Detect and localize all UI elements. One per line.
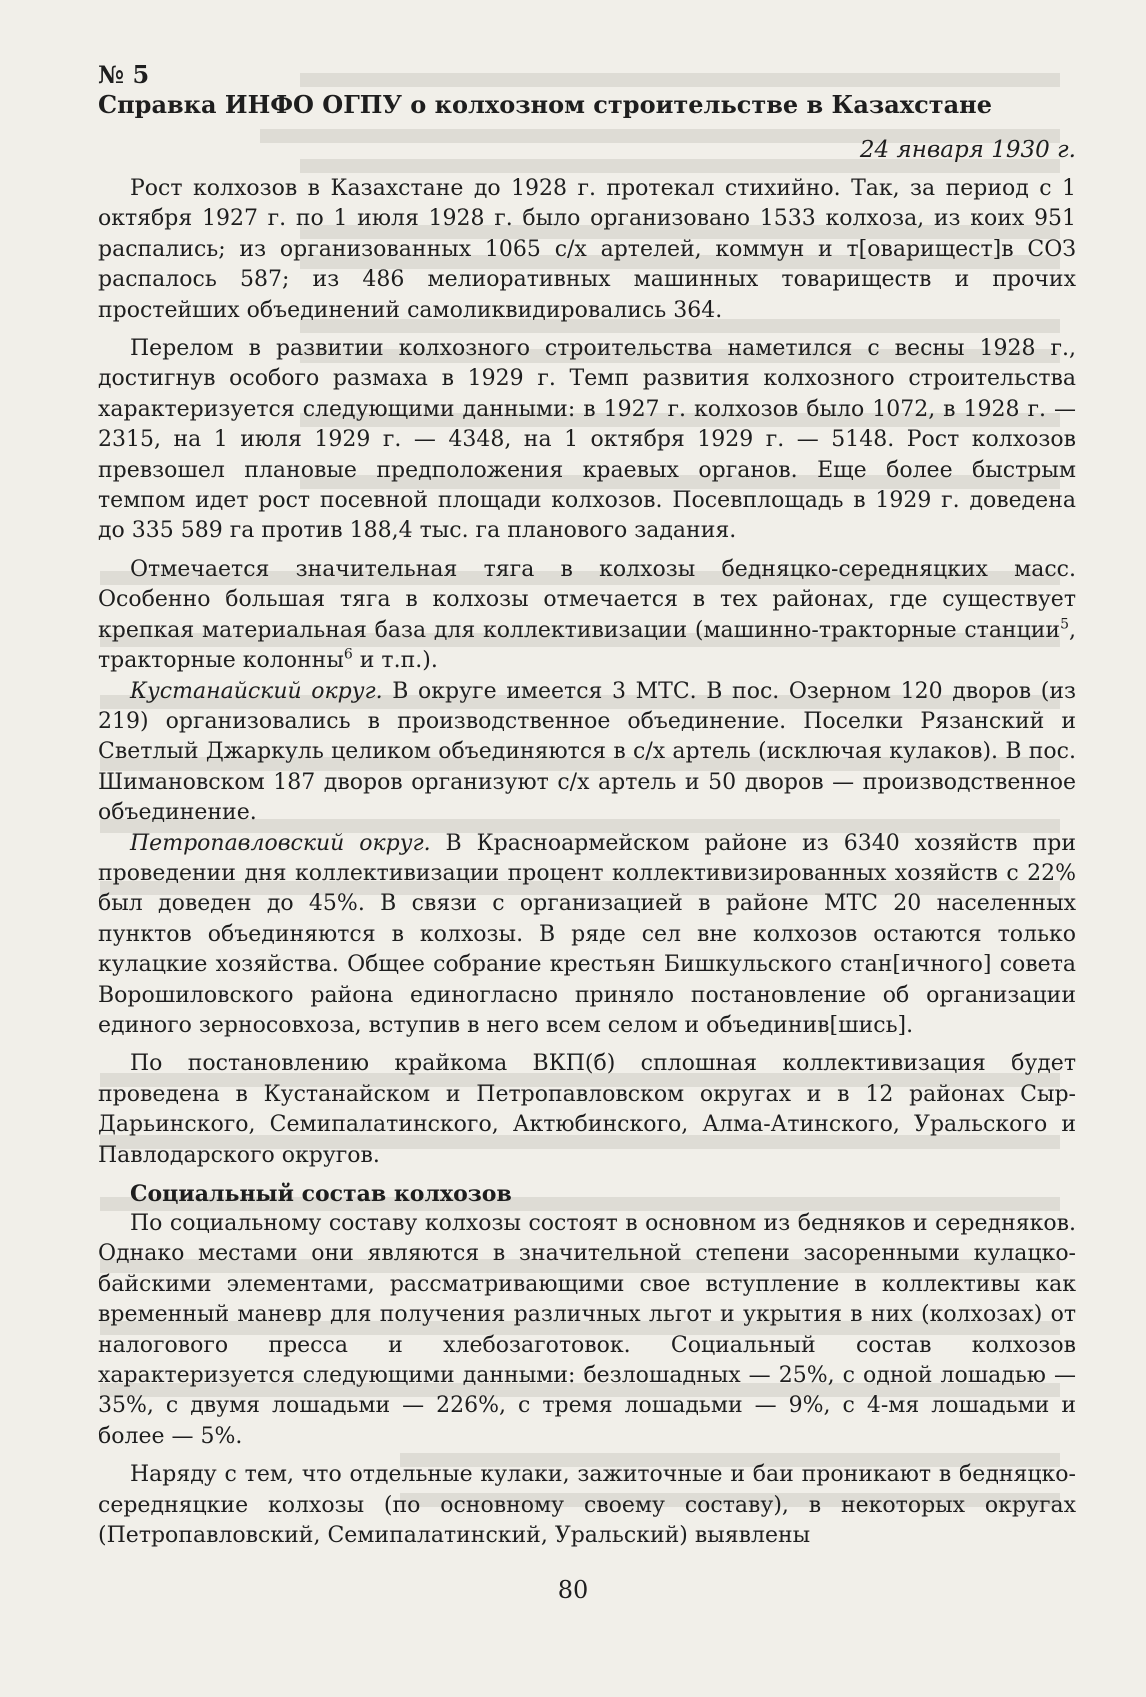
footnote-ref-6[interactable]: 6	[343, 646, 353, 663]
paragraph-social-composition: По социальному составу колхозы состоят в основном из бедняков и середняков. Однако местами они являются в значительной степени засоренными кулацко-байскими элементами, рассматривающими свое вступление в коллективы как временный маневр для получения различных льгот и укрытия в них (колхозах) от налогового пресса и хлебозаготовок. Социальный состав колхозов характеризуется следующими данными: безлошадных — 25%, с одной лошадью — 35%, с двумя лошадьми — 226%, с тремя лошадьми — 9%, с 4-мя лошадьми и более — 5%.	[98, 1211, 1076, 1449]
paragraph-kulaks: Наряду с тем, что отдельные кулаки, зажиточные и баи проникают в бедняцко-середняцкие колхозы (по основному своему составу), в некоторых округах (Петропавловский, Семипалатинский, Уральский) выявлены	[98, 1462, 1076, 1549]
footnote-ref-5[interactable]: 5	[1060, 616, 1069, 633]
section-title: Социальный состав колхозов	[130, 1181, 512, 1207]
district-name: Кустанайский округ.	[130, 678, 383, 704]
paragraph-text: В округе имеется 3 МТС. В пос. Озерном 120 дворов (из 219) организовались в производственное объединение. Поселки Рязанский и Светлый Джаркуль целиком объединяются в с/х артель (исключая кулаков). В пос. Шимановском 187 дворов организуют с/х артель и 50 дворов — производственное объединение.	[98, 678, 1077, 826]
paragraph-kustanai	[98, 677, 1076, 829]
document-number: № 5	[98, 60, 150, 89]
paragraph-growth: Рост колхозов в Казахстане до 1928 г. протекал стихийно. Так, за период с 1 октября 1927 г. по 1 июля 1928 г. было организовано 1533 колхоза, из коих 951 распались; из организованных 1065 с/х артелей, коммун и т[оварищест]в СОЗ распалось 587; из 486 мелиоративных машинных товариществ и прочих простейших объединений самоликвидировались 364.	[98, 176, 1076, 323]
paragraph-attraction	[98, 555, 1076, 677]
paragraph-text: Отмечается значительная тяга в колхозы бедняцко-середняцких масс. Особенно большая тяга в колхозы отмечается в тех районах, где существует крепкая материальная база для коллективизации (машинно-тракторные станции	[98, 556, 1076, 643]
paragraph-petropavlovsk	[98, 829, 1076, 1042]
paragraph-text: В Красноармейском районе из 6340 хозяйств при проведении дня коллективизации процент коллективизированных хозяйств с 22% был доведен до 45%. В связи с организацией в районе МТС 20 населенных пунктов объединяются в колхозы. В ряде сел вне колхозов остаются только кулацкие хозяйства. Общее собрание крестьян Бишкульского стан[ичного] совета Ворошиловского района единогласно приняло постановление об организации единого зерносовхоза, вступив в него всем селом и объединив[шись].	[98, 830, 1077, 1038]
district-name: Петропавловский округ.	[130, 830, 431, 856]
document-title: Справка ИНФО ОГПУ о колхозном строительстве в Казахстане	[98, 90, 992, 119]
document-body	[98, 60, 1076, 1551]
paragraph-turning-point: Перелом в развитии колхозного строительства наметился с весны 1928 г., достигнув особого размаха в 1929 г. Темп развития колхозного строительства характеризуется следующими данными: в 1927 г. колхозов было 1072, в 1928 г. — 2315, на 1 июля 1929 г. — 4348, на 1 октября 1929 г. — 5148. Рост колхозов превзошел плановые предположения краевых органов. Еще более быстрым темпом идет рост посевной площади колхозов. Посевплощадь в 1929 г. доведена до 335 589 га против 188,4 тыс. га планового задания.	[98, 336, 1076, 544]
document-date: 24 января 1930 г.	[859, 137, 1076, 163]
page-number: 80	[557, 1576, 589, 1604]
paragraph-resolution: По постановлению крайкома ВКП(б) сплошная коллективизация будет проведена в Кустанайском и Петропавловском округах и в 12 районах Сыр-Дарьинского, Семипалатинского, Актюбинского, Алма-Атинского, Уральского и Павлодарского округов.	[98, 1051, 1076, 1168]
paragraph-text: , тракторные колонны	[98, 617, 1076, 674]
paragraph-text: и т.п.).	[352, 648, 438, 674]
